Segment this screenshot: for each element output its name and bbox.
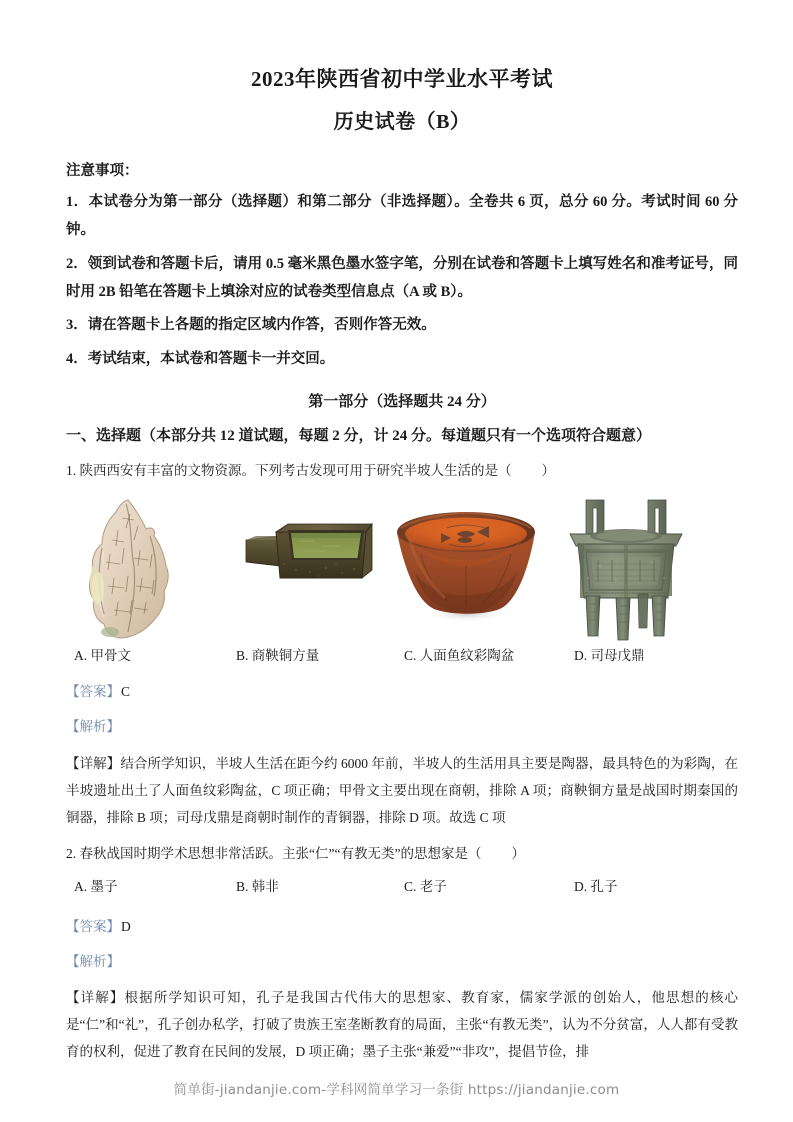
detail-tag: 【详解】 (66, 990, 125, 1006)
question-1-number: 1. (66, 463, 77, 479)
pottery-basin-icon (391, 506, 541, 624)
option-d-letter: D. (574, 878, 588, 894)
footer-watermark: 简单街-jiandanjie.com-学科网简单学习一条街 https://jiandanjie.com (173, 1082, 620, 1098)
question-1-analysis-line (66, 714, 738, 740)
question-2-option-b (236, 875, 279, 895)
notice-heading: 注意事项： (66, 163, 139, 180)
option-d-letter: D. (574, 648, 588, 664)
question-1-detail (66, 750, 738, 831)
part-one-heading: 第一部分（选择题共 24 分） (308, 394, 496, 411)
question-1-option-a (74, 644, 131, 664)
question-2-detail (66, 984, 738, 1065)
question-2-options (66, 875, 738, 905)
oracle-bone-icon (80, 496, 188, 642)
question-2-detail-text: 根据所学知识可知，孔子是我国古代伟大的思想家、教育家，儒家学派的创始人，他思想的核心是“仁”和“礼”，孔子创办私学，打破了贵族王室垄断教育的局面，主张“有教无类”，认为不分贫富，人人都有受教育的权利，促进了教育在民间的发展，D 项正确；墨子主张“兼爱”“非攻”，提倡节俭，排 (66, 990, 739, 1060)
option-a-letter: A. (74, 878, 88, 894)
question-2-answer-value: D (121, 918, 131, 934)
analysis-tag: 【解析】 (66, 718, 120, 734)
question-2-option-a (74, 875, 118, 895)
question-2-option-d (574, 875, 618, 895)
figure-oracle-bone-fragment (80, 496, 188, 642)
question-2-stem-close: ） (511, 845, 525, 861)
question-1-option-b (236, 644, 319, 664)
figure-simuwu-ding (564, 494, 690, 642)
question-2-stem-text: 春秋战国时期学术思想非常活跃。主张“仁”“有教无类”的思想家是（ (79, 845, 482, 861)
question-2-option-c (404, 875, 447, 895)
detail-tag: 【详解】 (66, 755, 121, 771)
page-content (66, 0, 738, 1065)
option-a-text: 甲骨文 (90, 648, 131, 664)
question-1-detail-text: 结合所学知识，半坡人生活在距今约 6000 年前，半坡人的生活用具主要是陶器，最具特色的为彩陶，在半坡遗址出土了人面鱼纹彩陶盆，C 项正确；甲骨文主要出现在商朝，排除 A 项；商鞅铜方量是战国时期秦国的铜器，排除 B 项；司母戊鼎是商朝时制作的青铜器，排除 D 项。故选 C 项 (66, 755, 738, 825)
answer-tag: 【答案】 (66, 918, 120, 934)
question-1-stem-close: ） (541, 463, 555, 479)
question-1-answer-line (66, 679, 738, 705)
option-a-letter: A. (74, 648, 88, 664)
option-d-text: 孔子 (590, 878, 618, 894)
question-2-number: 2. (66, 845, 77, 861)
bronze-measure-icon (244, 514, 374, 592)
question-1-option-c (404, 644, 514, 664)
bronze-ding-icon (564, 494, 690, 642)
notice-item-2: 2．领到试卷和答题卡后，请用 0.5 毫米黑色墨水签字笔，分别在试卷和答题卡上填写姓名和准考证号，同时用 2B 铅笔在答题卡上填涂对应的试卷类型信息点（A 或 B）。 (66, 255, 738, 300)
figure-shang-yang-bronze-measure (244, 514, 374, 592)
question-1-options (66, 644, 738, 670)
notice-item-3: 3．请在答题卡上各题的指定区域内作答，否则作答无效。 (66, 317, 436, 334)
question-1-stem (66, 458, 738, 484)
page-title: 2023年陕西省初中学业水平考试 (251, 67, 553, 91)
question-1-figure-row (66, 490, 738, 642)
option-c-text: 老子 (419, 878, 447, 894)
option-b-letter: B. (236, 648, 249, 664)
option-b-text: 商鞅铜方量 (251, 648, 320, 664)
option-b-text: 韩非 (251, 878, 279, 894)
question-1-answer-value: C (121, 684, 131, 700)
option-d-text: 司母戊鼎 (590, 648, 645, 664)
question-1-option-d (574, 644, 645, 664)
question-2-stem (66, 841, 738, 867)
section-one-heading: 一、选择题（本部分共 12 道试题，每题 2 分，计 24 分。每道题只有一个选项符合题意） (66, 428, 652, 445)
page-subtitle: 历史试卷（B） (333, 111, 471, 134)
figure-painted-pottery-basin (391, 506, 541, 624)
answer-tag: 【答案】 (66, 684, 120, 700)
question-2-answer-line (66, 914, 738, 940)
analysis-tag: 【解析】 (66, 953, 120, 969)
option-a-text: 墨子 (90, 878, 118, 894)
option-b-letter: B. (236, 878, 249, 894)
option-c-letter: C. (404, 878, 417, 894)
notice-item-4: 4．考试结束，本试卷和答题卡一并交回。 (66, 351, 335, 368)
option-c-text: 人面鱼纹彩陶盆 (419, 648, 515, 664)
option-c-letter: C. (404, 648, 417, 664)
question-2-analysis-line (66, 949, 738, 975)
question-1-stem-text: 陕西西安有丰富的文物资源。下列考古发现可用于研究半坡人生活的是（ (79, 463, 512, 479)
notice-item-1: 1．本试卷分为第一部分（选择题）和第二部分（非选择题）。全卷共 6 页，总分 60 分。考试时间 60 分钟。 (66, 194, 738, 238)
